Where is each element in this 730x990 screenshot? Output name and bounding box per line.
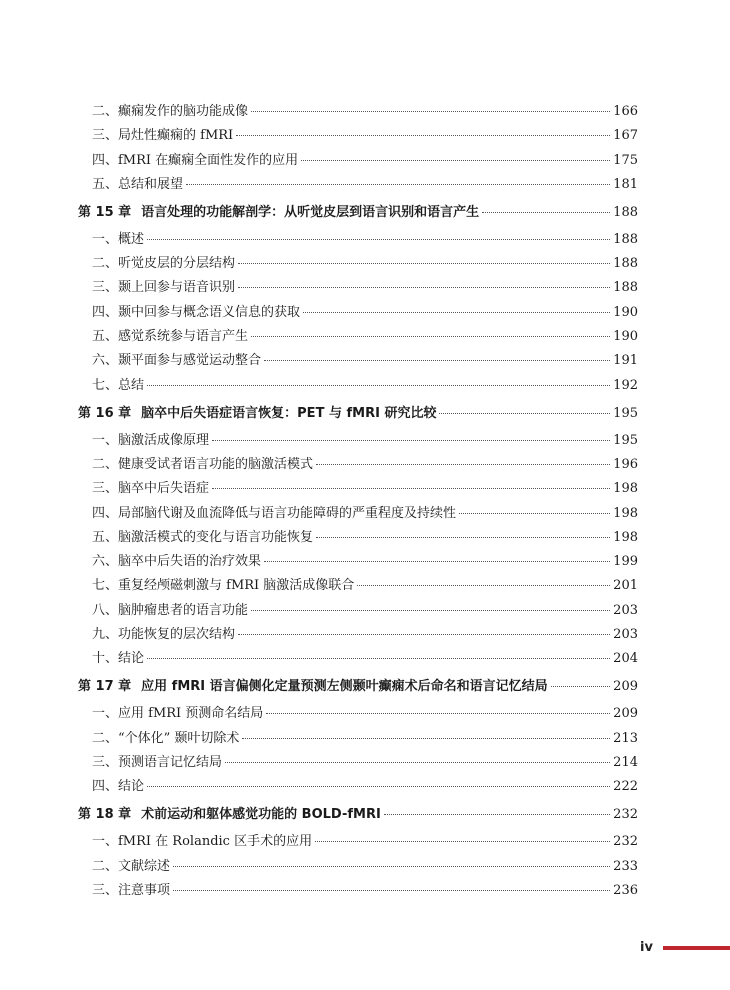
toc-page-number: 232 (613, 807, 638, 823)
chapter-number: 第 17 章 (78, 679, 132, 695)
toc-page-number: 190 (613, 304, 638, 320)
toc-entry-title: 四、结论 (92, 779, 145, 795)
dot-leader (236, 135, 610, 136)
dot-leader (264, 561, 610, 562)
toc-section-entry[interactable] (78, 256, 638, 272)
toc-page-number: 213 (613, 730, 638, 746)
toc-section-entry[interactable] (78, 779, 638, 795)
page-footer (640, 940, 730, 955)
toc-section-entry[interactable] (78, 433, 638, 449)
toc-page-number: 236 (613, 882, 638, 898)
chapter-title: 脑卒中后失语症语言恢复：PET 与 fMRI 研究比较 (141, 405, 437, 421)
dot-leader (212, 488, 610, 489)
toc-entry-title: 三、预测语言记忆结局 (92, 754, 223, 770)
toc-page-number: 204 (613, 651, 638, 667)
toc-page-number: 198 (613, 529, 638, 545)
toc-chapter-entry[interactable] (78, 807, 638, 823)
table-of-contents (78, 104, 638, 907)
toc-entry-title: 三、脑卒中后失语症 (92, 481, 210, 497)
dot-leader (384, 814, 610, 815)
toc-page-number: 188 (613, 204, 638, 220)
dot-leader (316, 464, 610, 465)
toc-entry-title: 四、fMRI 在癫痫全面性发作的应用 (92, 152, 299, 168)
toc-section-entry[interactable] (78, 706, 638, 722)
toc-entry-title: 五、脑激活模式的变化与语言功能恢复 (92, 529, 314, 545)
toc-entry-title: 三、注意事项 (92, 882, 171, 898)
toc-entry-title: 二、健康受试者语言功能的脑激活模式 (92, 456, 314, 472)
toc-page-number: 167 (613, 128, 638, 144)
chapter-number: 第 15 章 (78, 204, 132, 220)
toc-page-number: 198 (613, 505, 638, 521)
toc-entry-title: 二、“个体化” 颞叶切除术 (92, 730, 240, 746)
toc-entry-title (78, 679, 548, 695)
toc-entry-title: 四、颞中回参与概念语义信息的获取 (92, 304, 301, 320)
toc-section-entry[interactable] (78, 859, 638, 875)
toc-page-number: 175 (613, 152, 638, 168)
toc-entry-title: 二、癫痫发作的脑功能成像 (92, 104, 249, 119)
dot-leader (551, 686, 611, 687)
toc-entry-title: 一、概述 (92, 231, 145, 247)
toc-page-number: 203 (613, 602, 638, 618)
dot-leader (238, 634, 610, 635)
toc-page-number: 181 (613, 176, 638, 192)
toc-entry-title: 三、局灶性癫痫的 fMRI (92, 128, 234, 144)
toc-section-entry[interactable] (78, 153, 638, 169)
toc-page-number: 191 (613, 353, 638, 369)
toc-section-entry[interactable] (78, 731, 638, 747)
toc-section-entry[interactable] (78, 834, 638, 850)
dot-leader (266, 713, 610, 714)
toc-page-number: 214 (613, 754, 638, 770)
toc-entry-title: 九、功能恢复的层次结构 (92, 627, 236, 643)
toc-entry-title: 八、脑肿瘤患者的语言功能 (92, 602, 249, 618)
toc-entry-title: 六、颞平面参与感觉运动整合 (92, 353, 262, 369)
toc-entry-title (78, 807, 381, 823)
dot-leader (251, 336, 610, 337)
dot-leader (186, 184, 610, 185)
page-number: iv (640, 940, 653, 955)
dot-leader (301, 160, 610, 161)
toc-page-number: 192 (613, 377, 638, 393)
dot-leader (238, 287, 610, 288)
dot-leader (251, 610, 610, 611)
toc-page-number: 166 (613, 104, 638, 119)
dot-leader (459, 513, 610, 514)
toc-page-number: 209 (613, 706, 638, 722)
dot-leader (357, 585, 610, 586)
dot-leader (173, 890, 610, 891)
dot-leader (242, 738, 610, 739)
toc-entry-title: 三、颞上回参与语音识别 (92, 280, 236, 296)
chapter-number: 第 18 章 (78, 807, 132, 823)
footer-accent-bar (663, 946, 730, 950)
dot-leader (264, 360, 610, 361)
toc-page-number: 190 (613, 329, 638, 345)
chapter-title: 术前运动和躯体感觉功能的 BOLD-fMRI (141, 807, 381, 823)
toc-entry-title: 五、感觉系统参与语言产生 (92, 329, 249, 345)
chapter-number: 第 16 章 (78, 405, 132, 421)
toc-page-number: 201 (613, 578, 638, 594)
toc-page-number: 196 (613, 456, 638, 472)
toc-entry-title: 六、脑卒中后失语的治疗效果 (92, 554, 262, 570)
toc-section-entry[interactable] (78, 603, 638, 619)
toc-section-entry[interactable] (78, 554, 638, 570)
toc-section-entry[interactable] (78, 755, 638, 771)
toc-entry-title: 七、总结 (92, 377, 145, 393)
toc-page-number: 195 (613, 432, 638, 448)
toc-section-entry[interactable] (78, 128, 638, 144)
toc-entry-title: 四、局部脑代谢及血流降低与语言功能障碍的严重程度及持续性 (92, 505, 457, 521)
toc-page-number: 188 (613, 231, 638, 247)
chapter-title: 应用 fMRI 语言偏侧化定量预测左侧颞叶癫痫术后命名和语言记忆结局 (141, 679, 548, 695)
toc-section-entry[interactable] (78, 280, 638, 296)
toc-entry-title (78, 406, 436, 422)
toc-page-number: 222 (613, 779, 638, 795)
dot-leader (315, 841, 610, 842)
toc-section-entry[interactable] (78, 457, 638, 473)
toc-entry-title: 一、fMRI 在 Rolandic 区手术的应用 (92, 834, 313, 850)
toc-page-number: 233 (613, 858, 638, 874)
dot-leader (147, 385, 610, 386)
chapter-title: 语言处理的功能解剖学：从听觉皮层到语言识别和语言产生 (141, 204, 480, 220)
toc-chapter-entry[interactable] (78, 205, 638, 221)
toc-section-entry[interactable] (78, 305, 638, 321)
toc-entry-title: 一、脑激活成像原理 (92, 432, 210, 448)
toc-section-entry[interactable] (78, 883, 638, 899)
dot-leader (482, 212, 610, 213)
toc-page-number: 203 (613, 627, 638, 643)
dot-leader (147, 658, 610, 659)
toc-section-entry[interactable] (78, 353, 638, 369)
toc-section-entry[interactable] (78, 651, 638, 667)
toc-page-number: 188 (613, 280, 638, 296)
toc-page-number: 195 (613, 405, 638, 421)
toc-entry-title: 一、应用 fMRI 预测命名结局 (92, 706, 264, 722)
toc-section-entry[interactable] (78, 578, 638, 594)
dot-leader (251, 111, 610, 112)
toc-section-entry[interactable] (78, 329, 638, 345)
toc-entry-title: 二、听觉皮层的分层结构 (92, 256, 236, 272)
toc-section-entry[interactable] (78, 627, 638, 643)
dot-leader (238, 263, 610, 264)
toc-page-number: 188 (613, 256, 638, 272)
dot-leader (212, 440, 610, 441)
dot-leader (316, 537, 610, 538)
toc-section-entry[interactable] (78, 506, 638, 522)
toc-section-entry[interactable] (78, 530, 638, 546)
dot-leader (439, 413, 610, 414)
toc-entry-title (78, 205, 479, 221)
toc-entry-title: 七、重复经颅磁刺激与 fMRI 脑激活成像联合 (92, 578, 355, 594)
toc-section-entry[interactable] (78, 378, 638, 394)
toc-page-number: 232 (613, 834, 638, 850)
toc-chapter-entry[interactable] (78, 679, 638, 695)
dot-leader (147, 239, 610, 240)
dot-leader (225, 762, 610, 763)
toc-page-number: 199 (613, 554, 638, 570)
toc-section-entry[interactable] (78, 177, 638, 193)
toc-chapter-entry[interactable] (78, 406, 638, 422)
toc-entry-title: 十、结论 (92, 651, 145, 667)
dot-leader (303, 312, 610, 313)
toc-entry-title: 二、文献综述 (92, 858, 171, 874)
dot-leader (173, 866, 610, 867)
toc-section-entry[interactable] (78, 104, 638, 120)
toc-entry-title: 五、总结和展望 (92, 176, 184, 192)
toc-section-entry[interactable] (78, 481, 638, 497)
dot-leader (147, 786, 610, 787)
toc-page-number: 198 (613, 481, 638, 497)
toc-section-entry[interactable] (78, 232, 638, 248)
toc-page-number: 209 (613, 679, 638, 695)
